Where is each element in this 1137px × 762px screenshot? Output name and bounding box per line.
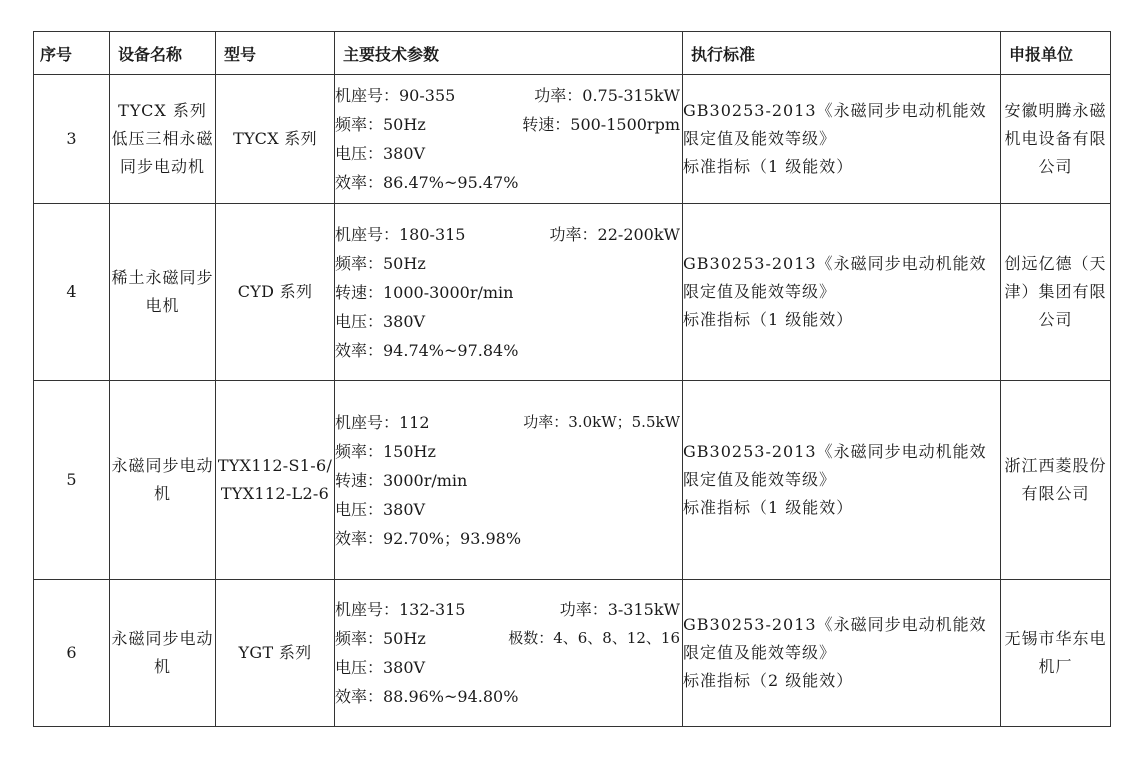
param-line (335, 408, 682, 437)
table-row (34, 75, 1111, 204)
cell-model: TYCX 系列 (216, 75, 335, 204)
table-row (34, 381, 1111, 580)
cell-model: CYD 系列 (216, 204, 335, 381)
header-name: 设备名称 (110, 32, 216, 75)
param-power: 功率：22-200kW (549, 224, 680, 244)
standard-name: GB30253-2013《永磁同步电动机能效限定值及能效等级》 (683, 254, 987, 301)
param-efficiency: 效率：94.74%~97.84% (335, 340, 519, 360)
cell-seq: 6 (34, 580, 110, 727)
cell-seq: 3 (34, 75, 110, 204)
table-row (34, 204, 1111, 381)
param-efficiency: 效率：88.96%~94.80% (335, 687, 519, 706)
param-frequency: 频率：50Hz (335, 629, 426, 648)
param-voltage: 电压：380V (335, 311, 426, 331)
param-power: 功率：3-315kW (559, 600, 680, 619)
param-frequency: 频率：50Hz (335, 115, 426, 134)
param-line (335, 624, 682, 653)
equipment-table (33, 31, 1111, 727)
header-unit: 申报单位 (1001, 32, 1111, 75)
param-frame: 机座号：132-315 (335, 600, 466, 619)
cell-name: TYCX 系列低压三相永磁同步电动机 (110, 75, 216, 204)
cell-standard (683, 381, 1001, 580)
param-line (335, 220, 682, 249)
standard-name: GB30253-2013《永磁同步电动机能效限定值及能效等级》 (683, 101, 987, 148)
cell-params (335, 381, 683, 580)
standard-name: GB30253-2013《永磁同步电动机能效限定值及能效等级》 (683, 615, 987, 662)
cell-params (335, 580, 683, 727)
header-params: 主要技术参数 (335, 32, 683, 75)
param-power: 功率：3.0kW；5.5kW (523, 412, 680, 431)
cell-unit: 安徽明腾永磁机电设备有限公司 (1001, 75, 1111, 204)
cell-standard (683, 75, 1001, 204)
cell-name: 永磁同步电动机 (110, 580, 216, 727)
cell-unit: 创远亿德（天津）集团有限公司 (1001, 204, 1111, 381)
header-standard: 执行标准 (683, 32, 1001, 75)
cell-model: TYX112-S1-6/TYX112-L2-6 (216, 381, 335, 580)
cell-standard (683, 580, 1001, 727)
param-voltage: 电压：380V (335, 499, 426, 519)
cell-params (335, 75, 683, 204)
param-frame: 机座号：180-315 (335, 224, 466, 244)
param-speed: 转速：3000r/min (335, 470, 468, 490)
cell-name: 稀土永磁同步电机 (110, 204, 216, 381)
cell-params (335, 204, 683, 381)
param-speed: 转速：1000-3000r/min (335, 282, 514, 302)
cell-model: YGT 系列 (216, 580, 335, 727)
table-row (34, 580, 1111, 727)
param-frame: 机座号：90-355 (335, 86, 456, 105)
standard-indicator: 标准指标（1 级能效） (683, 498, 854, 517)
standard-indicator: 标准指标（2 级能效） (683, 671, 854, 690)
param-line (335, 110, 682, 139)
param-voltage: 电压：380V (335, 658, 426, 677)
param-frame: 机座号：112 (335, 412, 430, 432)
cell-standard (683, 204, 1001, 381)
param-voltage: 电压：380V (335, 144, 426, 163)
param-frequency: 频率：150Hz (335, 441, 436, 461)
param-power: 功率：0.75-315kW (534, 86, 680, 105)
standard-indicator: 标准指标（1 级能效） (683, 310, 854, 329)
param-frequency: 频率：50Hz (335, 253, 426, 273)
param-efficiency: 效率：86.47%~95.47% (335, 173, 519, 192)
cell-name: 永磁同步电动机 (110, 381, 216, 580)
param-line (335, 81, 682, 110)
param-poles: 极数：4、6、8、12、16 (508, 629, 680, 647)
param-efficiency: 效率：92.70%；93.98% (335, 528, 522, 548)
header-model: 型号 (216, 32, 335, 75)
header-seq: 序号 (34, 32, 110, 75)
param-speed: 转速：500-1500rpm (522, 115, 680, 134)
table-header-row (34, 32, 1111, 75)
cell-seq: 4 (34, 204, 110, 381)
param-line (335, 595, 682, 624)
cell-unit: 无锡市华东电机厂 (1001, 580, 1111, 727)
standard-indicator: 标准指标（1 级能效） (683, 157, 854, 176)
standard-name: GB30253-2013《永磁同步电动机能效限定值及能效等级》 (683, 442, 987, 489)
cell-unit: 浙江西菱股份有限公司 (1001, 381, 1111, 580)
cell-seq: 5 (34, 381, 110, 580)
